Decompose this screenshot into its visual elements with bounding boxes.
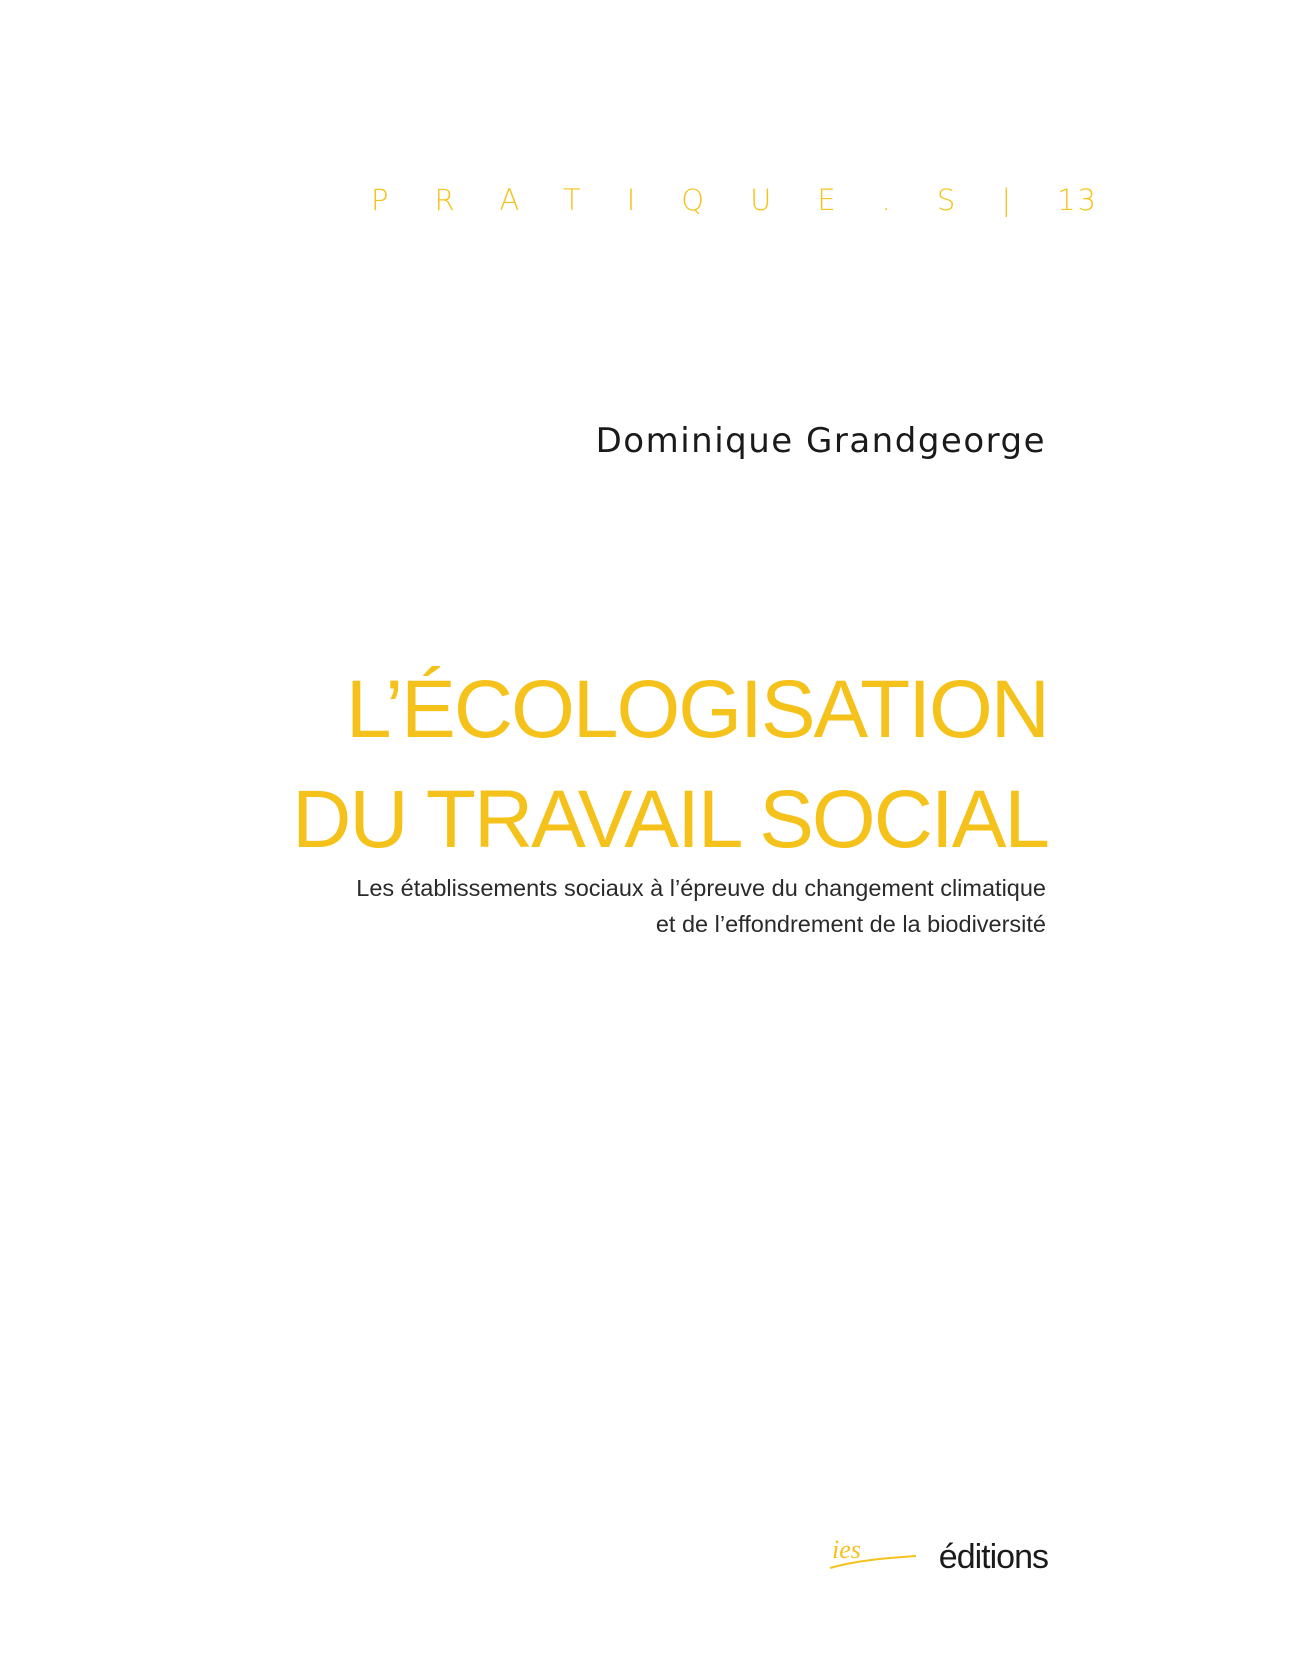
series-name: PRATIQUE.S xyxy=(370,183,1002,217)
book-title xyxy=(292,655,1048,875)
title-line-1: L’ÉCOLOGISATION xyxy=(345,664,1048,755)
author-name: Dominique Grandgeorge xyxy=(595,421,1046,461)
series-number: 13 xyxy=(1057,183,1098,217)
series-separator: | xyxy=(1001,183,1058,217)
ies-logo-text: ies xyxy=(832,1535,861,1564)
series-label xyxy=(370,183,1098,217)
subtitle-line-1: Les établissements sociaux à l’épreuve du changement climatique xyxy=(356,875,1046,901)
subtitle-line-2: et de l’effondrement de la biodiversité xyxy=(655,911,1046,937)
title-line-2: DU TRAVAIL SOCIAL xyxy=(292,774,1048,865)
ies-logo-icon xyxy=(828,1534,918,1580)
publisher-name: éditions xyxy=(938,1538,1048,1576)
book-subtitle xyxy=(356,870,1046,942)
publisher-logo xyxy=(828,1534,1048,1580)
